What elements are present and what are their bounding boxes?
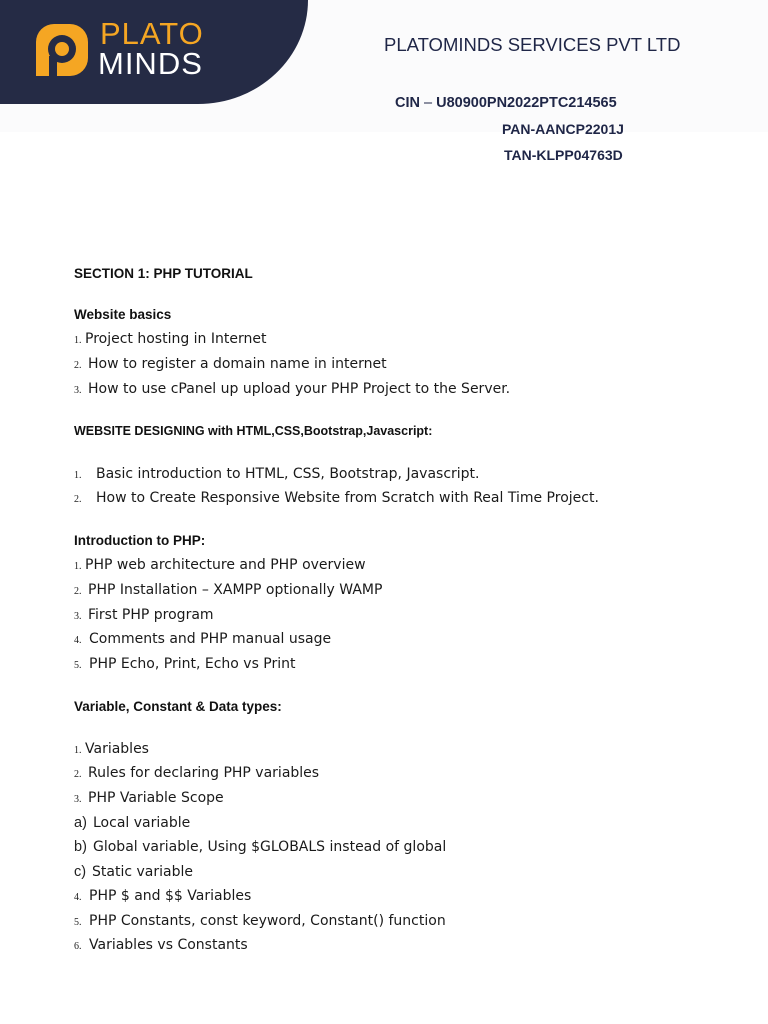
heading-variables: Variable, Constant & Data types:	[74, 699, 282, 714]
list-item	[74, 490, 599, 506]
list-number: 6.	[74, 941, 82, 952]
heading-introduction-php: Introduction to PHP:	[74, 533, 206, 548]
logo-text-minds: MINDS	[98, 46, 203, 81]
list-text: Comments and PHP manual usage	[89, 631, 332, 647]
list-number: 2.	[74, 360, 82, 371]
list-item	[74, 331, 266, 347]
list-text: Local variable	[93, 815, 191, 831]
heading-website-designing: WEBSITE DESIGNING with HTML,CSS,Bootstrap,Javascript:	[74, 424, 433, 438]
tan-number: TAN-KLPP04763D	[504, 147, 623, 163]
list-item	[74, 381, 510, 397]
list-text: Project hosting in Internet	[85, 331, 267, 347]
list-text: PHP $ and $$ Variables	[89, 888, 252, 904]
logo-text-plato: PLATO	[100, 16, 204, 51]
platominds-logo-icon	[34, 22, 94, 78]
list-text: PHP Constants, const keyword, Constant() function	[89, 913, 446, 929]
list-number: 2.	[74, 769, 82, 780]
section-title: SECTION 1: PHP TUTORIAL	[74, 266, 253, 281]
list-item	[74, 790, 224, 806]
list-text: Basic introduction to HTML, CSS, Bootstrap, Javascript.	[96, 466, 480, 482]
list-number: 1.	[74, 335, 82, 346]
cin-line	[395, 95, 617, 111]
list-number: 2.	[74, 494, 82, 505]
list-letter: b)	[74, 839, 87, 855]
list-number: 4.	[74, 892, 82, 903]
list-number: 3.	[74, 794, 82, 805]
cin-label: CIN	[395, 95, 420, 111]
list-text: PHP Installation – XAMPP optionally WAMP	[88, 582, 383, 598]
list-item	[74, 607, 214, 623]
list-text: How to Create Responsive Website from Scratch with Real Time Project.	[96, 490, 599, 506]
cin-separator: –	[419, 95, 437, 111]
list-item	[74, 913, 446, 929]
list-text: Rules for declaring PHP variables	[88, 765, 320, 781]
list-number: 5.	[74, 917, 82, 928]
heading-website-basics: Website basics	[74, 307, 172, 322]
list-item	[74, 466, 479, 482]
list-item	[74, 864, 193, 880]
list-number: 1.	[74, 561, 82, 572]
list-text: PHP web architecture and PHP overview	[85, 557, 366, 573]
cin-value: U80900PN2022PTC214565	[436, 95, 617, 111]
list-text: How to register a domain name in internet	[88, 356, 387, 372]
list-number: 2.	[74, 586, 82, 597]
list-number: 5.	[74, 660, 82, 671]
list-item	[74, 888, 251, 904]
list-item	[74, 356, 387, 372]
pan-number: PAN-AANCP2201J	[502, 121, 624, 137]
list-number: 3.	[74, 385, 82, 396]
list-item	[74, 656, 296, 672]
list-number: 3.	[74, 611, 82, 622]
list-number: 1.	[74, 745, 82, 756]
list-item	[74, 582, 382, 598]
list-text: Variables	[85, 741, 149, 757]
list-number: 1.	[74, 470, 82, 481]
list-text: First PHP program	[88, 607, 214, 623]
list-text: PHP Variable Scope	[88, 790, 224, 806]
list-letter: a)	[74, 815, 87, 831]
list-item	[74, 765, 319, 781]
company-name: PLATOMINDS SERVICES PVT LTD	[384, 34, 681, 55]
list-text: Global variable, Using $GLOBALS instead of global	[93, 839, 447, 855]
list-text: Static variable	[92, 864, 193, 880]
list-item	[74, 839, 446, 855]
list-text: Variables vs Constants	[89, 937, 248, 953]
list-text: PHP Echo, Print, Echo vs Print	[89, 656, 296, 672]
list-item	[74, 937, 248, 953]
list-item	[74, 557, 366, 573]
list-item	[74, 741, 149, 757]
list-number: 4.	[74, 635, 82, 646]
list-text: How to use cPanel up upload your PHP Project to the Server.	[88, 381, 511, 397]
list-item	[74, 631, 331, 647]
list-item	[74, 815, 190, 831]
list-letter: c)	[74, 864, 87, 880]
